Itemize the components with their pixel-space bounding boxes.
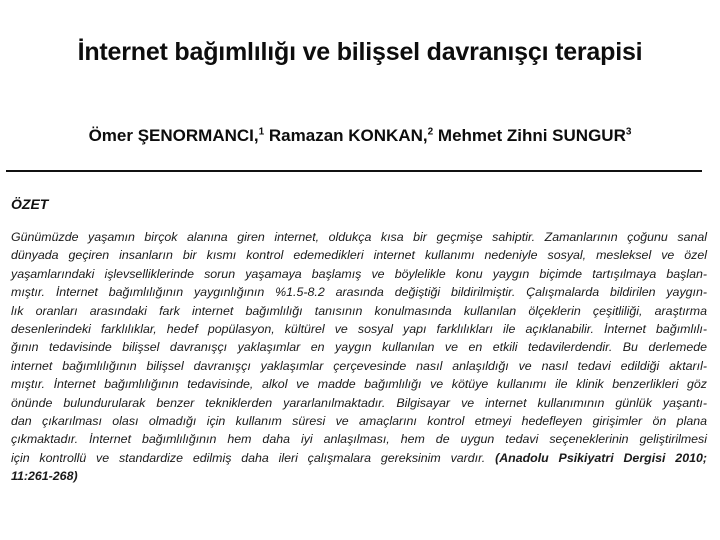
abstract-line: mıştır. İnternet bağımlılığının yaygınlığının %1.5-8.2 arasında değiştiği bildirilmiştir. Çalışmalarda bildirilen yaygın-: [11, 285, 707, 300]
abstract-line: internet bağımlılığının bilişsel davranışçı yaklaşımlar çerçevesinde nasıl anlaşıldığı ve nasıl tedavi edildiği aktarıl-: [11, 358, 707, 373]
author-name: Mehmet Zihni SUNGUR: [437, 126, 626, 145]
abstract-line: önünde bulundurularak benzer tekniklerden yararlanılmaktadır. Bilgisayar ve internet kullanımının günlük yaşantı-: [11, 395, 707, 410]
author-affiliation-mark: 3: [625, 126, 632, 138]
abstract-line: [11, 467, 707, 485]
abstract-line: için kontrollü ve standardize edilmiş daha ileri çalışmalara gereksinim vardır.: [11, 450, 486, 465]
abstract-line: dan çıkarılması olası olmadığı için kullanım süresi ve amaçlarını kontrol etmeyi hedefleyen girişimler ön plana: [11, 414, 707, 429]
abstract-line-final: [11, 449, 707, 467]
abstract-heading: ÖZET: [11, 196, 49, 212]
author-name: Ramazan KONKAN,: [268, 126, 428, 145]
abstract-line: lık oranları arasındaki fark internet bağımlılığı tanısının konulmasında kullanılan ölçeklerin çeşitliliği, araştırma: [11, 303, 707, 318]
abstract-line: çıkmaktadır. İnternet bağımlılığının hem daha iyi anlaşılması, hem de uygun tedavi seçeneklerinin geliştirilmesi: [11, 432, 707, 447]
author-affiliation-mark: 1: [258, 126, 265, 138]
abstract-line: Günümüzde yaşamın birçok alanına giren internet, oldukça kısa bir geçmişe sahiptir. Zamanlarının çoğunu sanal: [11, 230, 707, 244]
abstract-line: yaşamlarındaki işlevselliklerinde sorun yaşamaya başlamış ve böylelikle konu yaygın biçimde tartışılmaya başlan-: [11, 266, 707, 281]
abstract-line: desenlerindeki farklılıklar, hedef popülasyon, kültürel ve sosyal yapı farklılıkları ile açıklanabilir. İnternet bağımlılı-: [11, 322, 707, 337]
paper-title: İnternet bağımlılığı ve bilişsel davranışçı terapisi: [77, 38, 643, 66]
author-affiliation-mark: 2: [427, 126, 434, 138]
abstract-line: ğının tedavisinde bilişsel davranışçı yaklaşımlar en yaygın kullanılan ve en etkili tedavilerdendir. Bu derlemede: [11, 340, 707, 355]
title-divider: [6, 170, 702, 172]
abstract-line: dünyada geçiren insanların bir kısmı kontrol edemedikleri internet kullanımı nedeniyle sosyal, mesleksel ve özel: [11, 248, 707, 263]
author-name: Ömer ŞENORMANCI,: [88, 126, 259, 145]
citation: (Anadolu Psikiyatri Dergisi 2010;: [495, 450, 707, 465]
author-list: [0, 126, 720, 146]
citation-continued: 11:261-268): [11, 469, 78, 484]
abstract-body: [11, 228, 707, 486]
abstract-line: mıştır. İnternet bağımlılığının tedavisinde, alkol ve madde bağımlılığı ve kötüye kullanımı ile klinik benzerlikleri göz: [11, 377, 707, 392]
